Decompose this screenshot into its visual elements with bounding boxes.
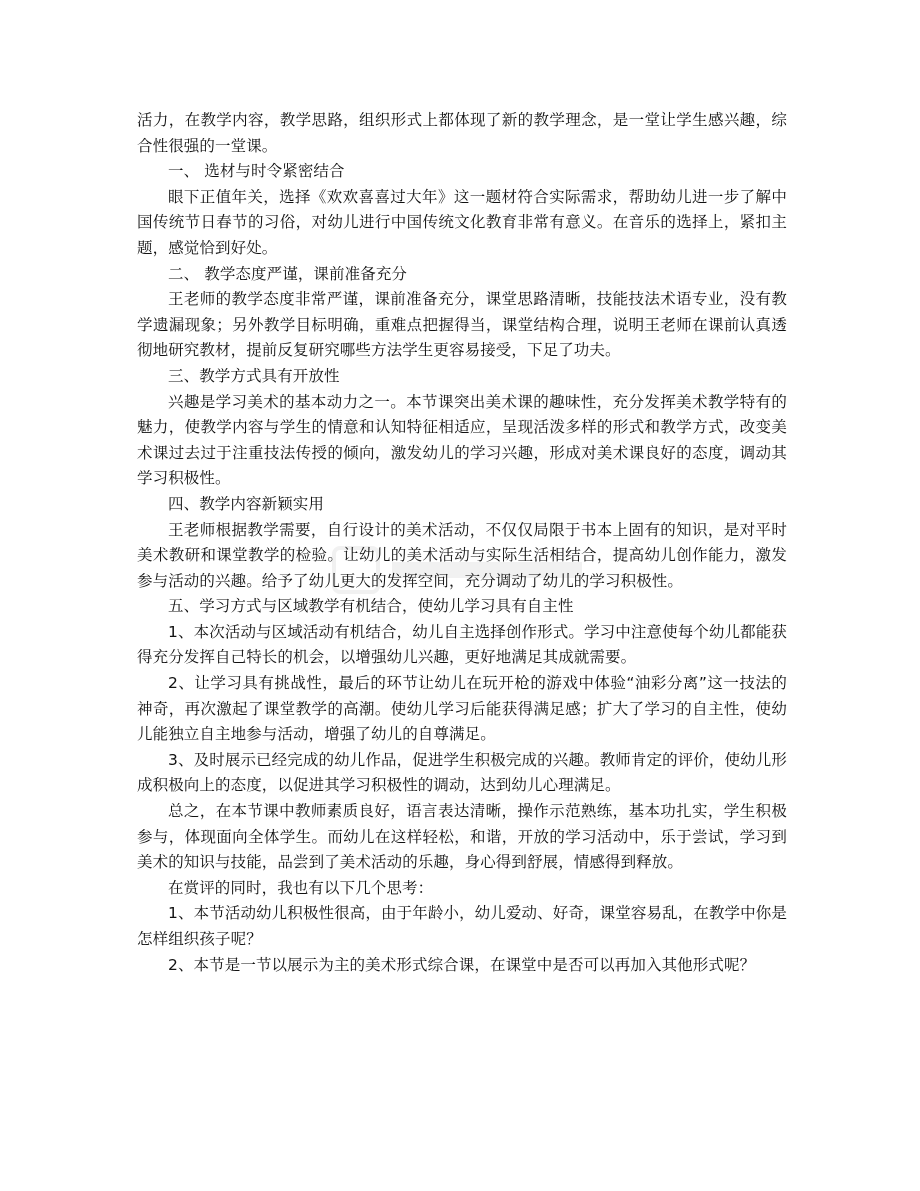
paragraph: 眼下正值年关，选择《欢欢喜喜过大年》这一题材符合实际需求，帮助幼儿进一步了解中国传统节日春节的习俗，对幼儿进行中国传统文化教育非常有意义。在音乐的选择上，紧扣主题，感觉恰到好处。 [137, 187, 787, 257]
reflection-question: 1、本节活动幼儿积极性很高，由于年龄小，幼儿爱动、好奇，课堂容易乱，在教学中你是怎样组织孩子呢？ [137, 904, 787, 948]
section-heading-1: 一、 选材与时令紧密结合 [168, 162, 345, 181]
list-item-paragraph: 3、及时展示已经完成的幼儿作品，促进学生积极完成的兴趣。教师肯定的评价，使幼儿形成积极向上的态度，以促进其学习积极性的调动，达到幼儿心理满足。 [137, 750, 787, 795]
reflection-intro: 在赏评的同时，我也有以下几个思考： [168, 878, 434, 897]
section-heading-3: 三、教学方式具有开放性 [168, 366, 340, 385]
reflection-question: 2、本节是一节以展示为主的美术形式综合课，在课堂中是否可以再加入其他形式呢？ [168, 955, 756, 974]
section-heading-4: 四、教学内容新颖实用 [168, 494, 325, 513]
section-heading-5: 五、学习方式与区域教学有机结合，使幼儿学习具有自主性 [168, 597, 574, 616]
summary-paragraph: 总之，在本节课中教师素质良好，语言表达清晰，操作示范熟练，基本功扎实，学生积极参与，体现面向全体学生。而幼儿在这样轻松，和谐，开放的学习活动中，乐于尝试，学习到美术的知识与技能，品尝到了美术活动的乐趣，身心得到舒展，情感得到释放。 [137, 802, 787, 872]
list-item-paragraph: 1、本次活动与区域活动有机结合，幼儿自主选择创作形式。学习中注意使每个幼儿都能获得充分发挥自己特长的机会，以增强幼儿兴趣，更好地满足其成就需要。 [137, 622, 787, 667]
paragraph: 王老师根据教学需要，自行设计的美术活动，不仅仅局限于书本上固有的知识，是对平时美术教研和课堂教学的检验。让幼儿的美术活动与实际生活相结合，提高幼儿创作能力，激发参与活动的兴趣。给予了幼儿更大的发挥空间，充分调动了幼儿的学习积极性。 [137, 520, 787, 590]
paragraph-continued: 活力，在教学内容，教学思路，组织形式上都体现了新的教学理念，是一堂让学生感兴趣，综合性很强的一堂课。 [137, 111, 787, 155]
section-heading-2: 二、 教学态度严谨，课前准备充分 [168, 264, 408, 283]
list-item-paragraph: 2、让学习具有挑战性，最后的环节让幼儿在玩开枪的游戏中体验“油彩分离”这一技法的神奇，再次激起了课堂教学的高潮。使幼儿学习后能获得满足感；扩大了学习的自主性，使幼儿能独立自主地参与活动，增强了幼儿的自尊满足。 [137, 674, 787, 744]
paragraph: 王老师的教学态度非常严谨，课前准备充分，课堂思路清晰，技能技法术语专业，没有教学遗漏现象；另外教学目标明确，重难点把握得当，课堂结构合理，说明王老师在课前认真透彻地研究教材，提前反复研究哪些方法学生更容易接受，下足了功夫。 [137, 290, 787, 360]
document-body [137, 108, 787, 978]
paragraph: 兴趣是学习美术的基本动力之一。本节课突出美术课的趣味性，充分发挥美术教学特有的魅力，使教学内容与学生的情意和认知特征相适应，呈现活泼多样的形式和教学方式，改变美术课过去过于注重技法传授的倾向，激发幼儿的学习兴趣，形成对美术课良好的态度，调动其学习积极性。 [137, 392, 787, 488]
